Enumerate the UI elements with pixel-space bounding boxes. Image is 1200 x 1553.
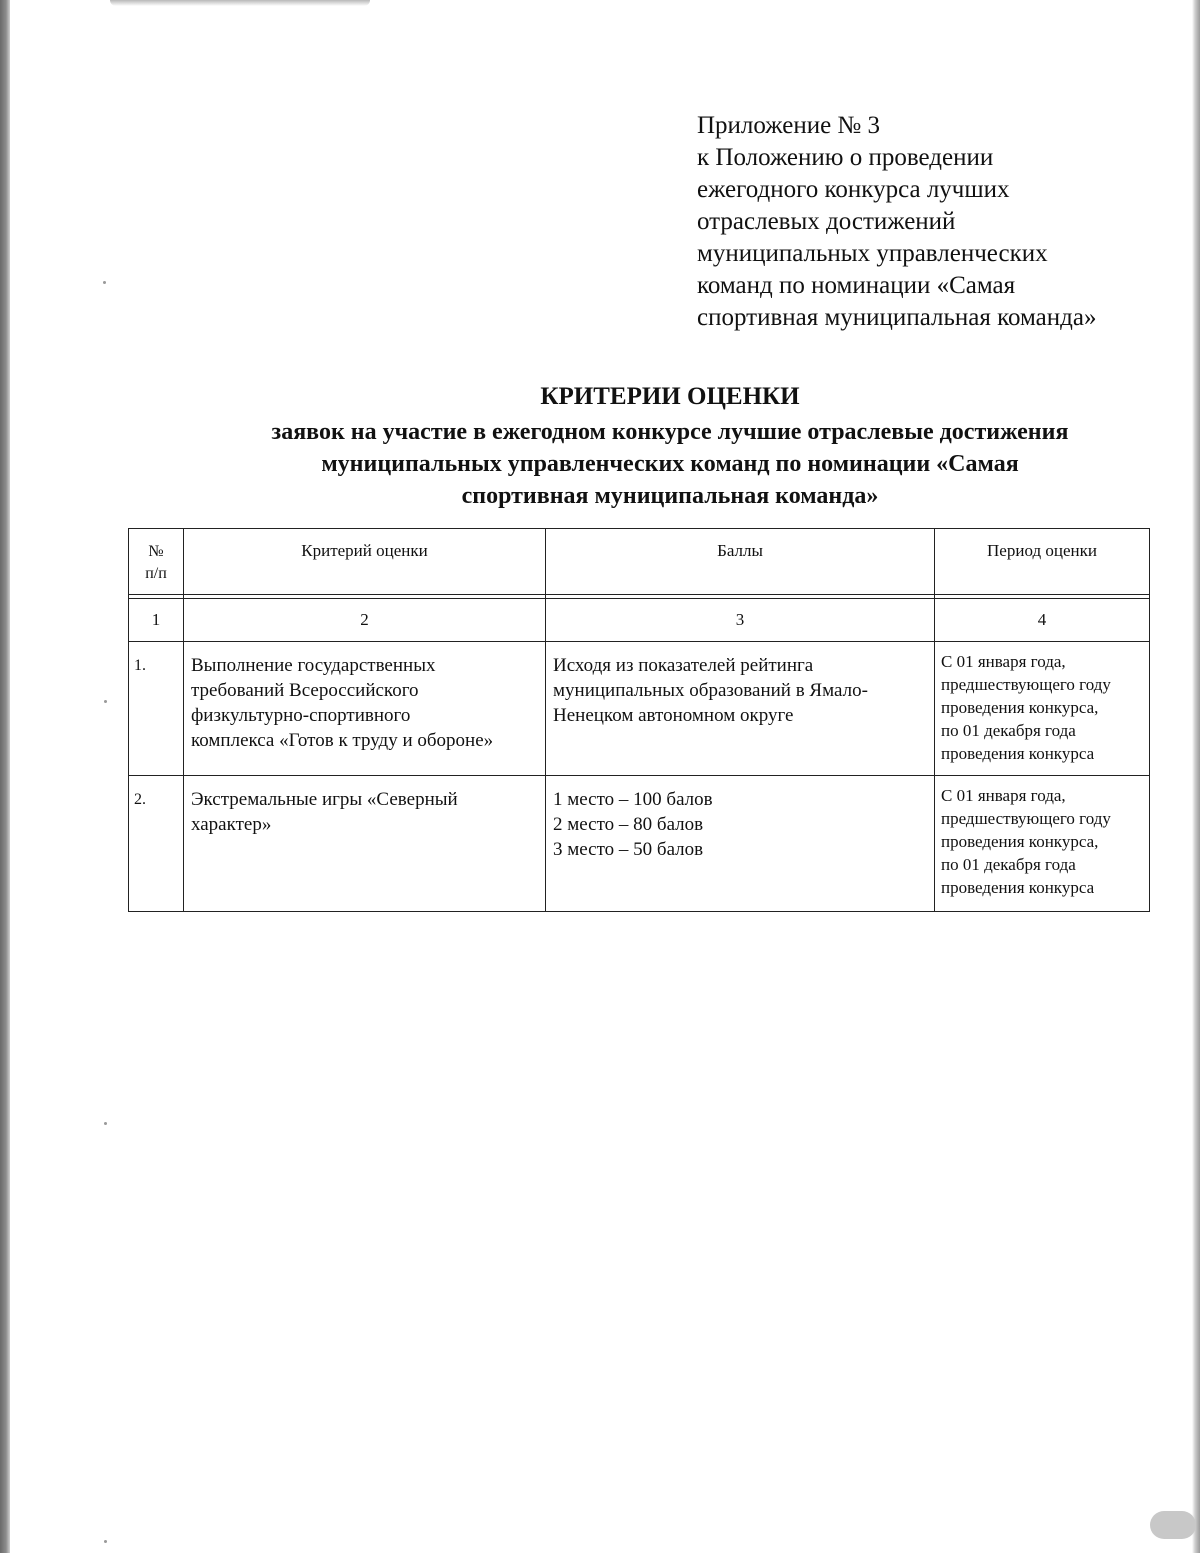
document-title: КРИТЕРИИ ОЦЕНКИ [540,383,800,410]
column-number: 4 [935,599,1150,642]
table-header-row [129,529,1150,595]
header-points: Баллы [546,529,935,595]
column-number: 3 [546,599,935,642]
text-line: Исходя из показателей рейтинга [553,655,814,676]
column-number-row [129,599,1150,642]
scan-edge-left [0,0,10,1553]
scan-edge-top [110,0,370,6]
text-line: комплекса «Готов к труду и обороне» [191,730,494,751]
row-criterion [184,642,546,776]
subtitle-line: спортивная муниципальная команда» [461,483,879,509]
header-index-line: № [148,543,164,560]
row-period [935,642,1150,776]
text-line: Ненецком автономном округе [553,705,794,726]
header-index [129,529,184,595]
appendix-line: спортивная муниципальная команда» [697,304,1097,331]
row-index: 1. [129,642,184,776]
scan-speck [104,700,107,703]
text-line: 3 место – 50 балов [553,839,704,860]
scan-speck [104,1540,107,1543]
subtitle-line: заявок на участие в ежегодном конкурсе лучшие отраслевые достижения [271,419,1069,445]
column-number: 1 [129,599,184,642]
scan-speck [103,281,106,284]
header-period: Период оценки [935,529,1150,595]
appendix-line: Приложение № 3 [697,112,881,139]
scan-speck [104,1122,107,1125]
scan-smudge [1150,1511,1196,1539]
table-row [129,642,1150,776]
row-period [935,776,1150,912]
row-points [546,642,935,776]
text-line: муниципальных образований в Ямало- [553,680,868,701]
text-line: С 01 января года, [941,652,1066,671]
header-criterion: Критерий оценки [184,529,546,595]
appendix-line: отраслевых достижений [697,208,956,235]
row-index: 2. [129,776,184,912]
appendix-line: к Положению о проведении [697,144,994,171]
table-row [129,776,1150,912]
document-heading [140,380,1200,512]
text-line: проведения конкурса [941,744,1095,763]
text-line: Выполнение государственных [191,655,436,676]
text-line: проведения конкурса, [941,698,1099,717]
criteria-table [128,528,1150,912]
text-line: предшествующего году [941,675,1111,694]
row-points [546,776,935,912]
text-line: 1 место – 100 балов [553,789,713,810]
scan-edge-right [1192,0,1200,1553]
row-criterion [184,776,546,912]
text-line: С 01 января года, [941,786,1066,805]
text-line: по 01 декабря года [941,855,1076,874]
appendix-line: команд по номинации «Самая [697,272,1016,299]
subtitle-line: муниципальных управленческих команд по номинации «Самая [321,451,1019,477]
appendix-line: муниципальных управленческих [697,240,1048,267]
text-line: проведения конкурса, [941,832,1099,851]
text-line: физкультурно-спортивного [191,705,411,726]
column-number: 2 [184,599,546,642]
document-subtitle [140,416,1200,512]
appendix-line: ежегодного конкурса лучших [697,176,1010,203]
text-line: предшествующего году [941,809,1111,828]
text-line: требований Всероссийского [191,680,419,701]
text-line: характер» [191,814,272,835]
text-line: проведения конкурса [941,878,1095,897]
text-line: по 01 декабря года [941,721,1076,740]
text-line: Экстремальные игры «Северный [191,789,458,810]
header-index-line: п/п [145,565,167,582]
text-line: 2 место – 80 балов [553,814,704,835]
appendix-note [697,110,1167,334]
